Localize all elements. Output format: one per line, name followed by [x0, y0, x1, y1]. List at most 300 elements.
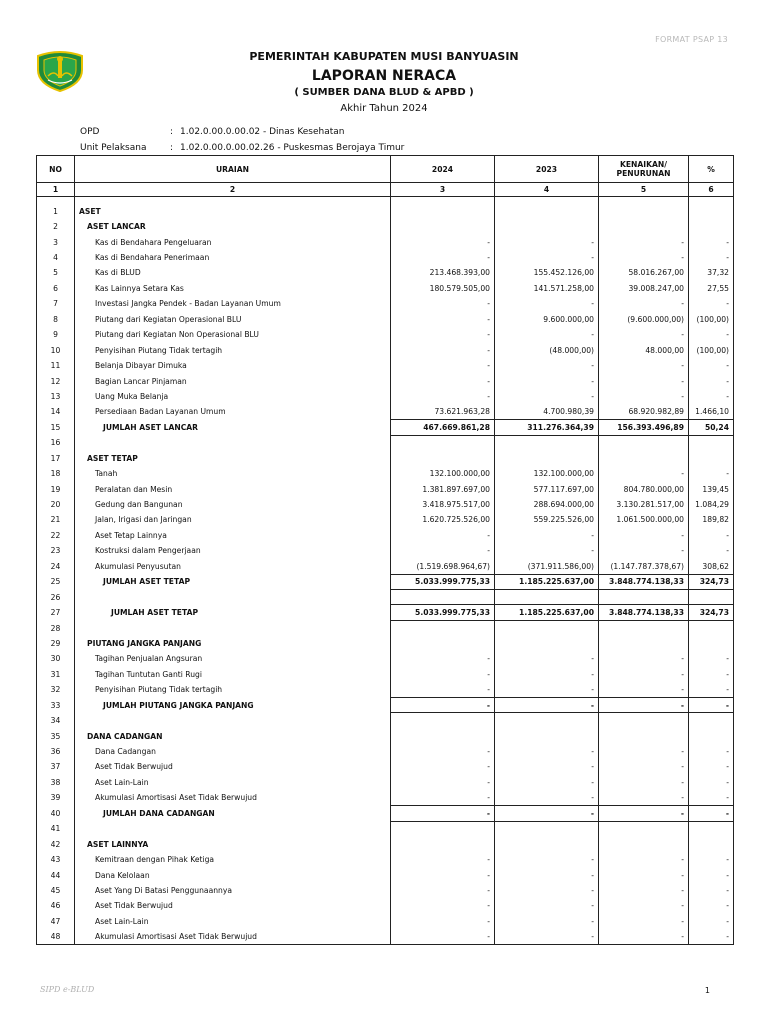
row-description: Gedung dan Bangunan: [75, 497, 391, 512]
col-index: 3: [391, 183, 495, 197]
value-2024: -: [391, 744, 495, 759]
table-row: [37, 497, 734, 512]
value-2024: [391, 713, 495, 728]
row-description: Belanja Dibayar Dimuka: [75, 358, 391, 373]
value-change: -: [599, 929, 689, 944]
value-percent: -: [689, 852, 734, 867]
row-number: 48: [37, 929, 75, 944]
value-2023: [495, 219, 599, 234]
table-row: [37, 250, 734, 265]
value-2024: -: [391, 389, 495, 404]
col-index: 4: [495, 183, 599, 197]
value-2023: -: [495, 759, 599, 774]
value-2023: -: [495, 667, 599, 682]
value-change: -: [599, 327, 689, 342]
value-change: -: [599, 790, 689, 805]
row-description: Aset Tidak Berwujud: [75, 759, 391, 774]
value-change: -: [599, 466, 689, 481]
value-2023: -: [495, 234, 599, 249]
row-number: 36: [37, 744, 75, 759]
meta-unit: [80, 140, 404, 156]
table-header-row: [37, 156, 734, 183]
report-title: LAPORAN NERACA: [311, 68, 457, 84]
report-header: [0, 50, 768, 114]
row-number: 40: [37, 806, 75, 821]
table-row: [37, 682, 734, 697]
col-index: 6: [689, 183, 734, 197]
table-row: [37, 589, 734, 604]
row-description: Piutang dari Kegiatan Operasional BLU: [75, 312, 391, 327]
value-2024: -: [391, 806, 495, 821]
value-2024: -: [391, 234, 495, 249]
value-percent: -: [689, 682, 734, 697]
row-number: 25: [37, 574, 75, 589]
row-number: 42: [37, 836, 75, 851]
value-percent: 324,73: [689, 605, 734, 620]
value-percent: -: [689, 790, 734, 805]
value-2023: -: [495, 867, 599, 882]
row-description: PIUTANG JANGKA PANJANG: [75, 636, 391, 651]
row-description: Bagian Lancar Pinjaman: [75, 373, 391, 388]
table-row: [37, 605, 734, 620]
value-2024: -: [391, 543, 495, 558]
row-description: Tagihan Tuntutan Ganti Rugi: [75, 667, 391, 682]
value-percent: 37,32: [689, 265, 734, 280]
value-2024: 1.620.725.526,00: [391, 512, 495, 527]
value-2023: (371.911.586,00): [495, 559, 599, 574]
row-number: 4: [37, 250, 75, 265]
row-description: Aset Lain-Lain: [75, 775, 391, 790]
value-change: -: [599, 543, 689, 558]
value-percent: -: [689, 296, 734, 311]
row-number: 2: [37, 219, 75, 234]
value-change: -: [599, 744, 689, 759]
table-row: [37, 929, 734, 944]
row-number: 16: [37, 435, 75, 450]
value-change: -: [599, 883, 689, 898]
row-description: Kas di BLUD: [75, 265, 391, 280]
value-change: 1.061.500.000,00: [599, 512, 689, 527]
value-percent: 308,62: [689, 559, 734, 574]
row-number: 12: [37, 373, 75, 388]
value-2024: -: [391, 914, 495, 929]
table-row: [37, 559, 734, 574]
table-row: [37, 867, 734, 882]
col-index: 1: [37, 183, 75, 197]
table-row: [37, 466, 734, 481]
value-percent: 50,24: [689, 420, 734, 435]
row-number: 34: [37, 713, 75, 728]
value-2024: 5.033.999.775,33: [391, 574, 495, 589]
value-percent: [689, 728, 734, 743]
value-change: [599, 821, 689, 836]
value-2023: -: [495, 698, 599, 713]
table-row: [37, 373, 734, 388]
row-description: Investasi Jangka Pendek - Badan Layanan Umum: [75, 296, 391, 311]
row-description: Uang Muka Belanja: [75, 389, 391, 404]
row-description: JUMLAH DANA CADANGAN: [75, 806, 391, 821]
table-row: [37, 219, 734, 234]
value-percent: [689, 636, 734, 651]
value-2023: 141.571.258,00: [495, 281, 599, 296]
unit-value: 1.02.0.00.0.00.02.26 - Puskesmas Berojaya Timur: [180, 143, 405, 153]
value-2023: [495, 620, 599, 635]
value-percent: -: [689, 759, 734, 774]
row-description: Kostruksi dalam Pengerjaan: [75, 543, 391, 558]
value-change: [599, 451, 689, 466]
value-change: -: [599, 667, 689, 682]
table-row: [37, 883, 734, 898]
value-2023: 155.452.126,00: [495, 265, 599, 280]
value-2024: (1.519.698.964,67): [391, 559, 495, 574]
value-percent: 1.466,10: [689, 404, 734, 419]
row-number: 26: [37, 589, 75, 604]
value-percent: [689, 836, 734, 851]
value-2023: [495, 589, 599, 604]
row-number: 37: [37, 759, 75, 774]
row-number: 20: [37, 497, 75, 512]
value-percent: [689, 451, 734, 466]
value-percent: -: [689, 250, 734, 265]
table-row: [37, 744, 734, 759]
value-percent: -: [689, 698, 734, 713]
value-2023: [495, 636, 599, 651]
row-description: Aset Tetap Lainnya: [75, 528, 391, 543]
row-number: 43: [37, 852, 75, 867]
row-description: Kas Lainnya Setara Kas: [75, 281, 391, 296]
row-number: 11: [37, 358, 75, 373]
value-percent: [689, 435, 734, 450]
value-2023: -: [495, 543, 599, 558]
row-number: 29: [37, 636, 75, 651]
value-2024: [391, 204, 495, 219]
row-description: Kas di Bendahara Penerimaan: [75, 250, 391, 265]
value-percent: -: [689, 867, 734, 882]
value-change: 58.016.267,00: [599, 265, 689, 280]
table-row: [37, 775, 734, 790]
row-number: 21: [37, 512, 75, 527]
value-2024: -: [391, 373, 495, 388]
row-description: Piutang dari Kegiatan Non Operasional BLU: [75, 327, 391, 342]
table-row: [37, 713, 734, 728]
table-row: [37, 790, 734, 805]
row-description: [75, 620, 391, 635]
value-change: -: [599, 759, 689, 774]
value-change: -: [599, 852, 689, 867]
row-number: 17: [37, 451, 75, 466]
value-percent: -: [689, 651, 734, 666]
row-description: Akumulasi Amortisasi Aset Tidak Berwujud: [75, 929, 391, 944]
table-row: [37, 806, 734, 821]
value-2023: -: [495, 250, 599, 265]
table-row: [37, 543, 734, 558]
value-percent: -: [689, 528, 734, 543]
row-number: 23: [37, 543, 75, 558]
row-description: Persediaan Badan Layanan Umum: [75, 404, 391, 419]
report-subtitle: ( SUMBER DANA BLUD & APBD ): [294, 87, 474, 98]
row-number: 28: [37, 620, 75, 635]
row-number: 18: [37, 466, 75, 481]
row-description: [75, 713, 391, 728]
value-percent: [689, 204, 734, 219]
row-description: ASET LAINNYA: [75, 836, 391, 851]
row-number: 9: [37, 327, 75, 342]
value-2024: -: [391, 867, 495, 882]
table-row: [37, 852, 734, 867]
row-description: ASET LANCAR: [75, 219, 391, 234]
table-row: [37, 451, 734, 466]
row-number: 35: [37, 728, 75, 743]
value-2024: -: [391, 528, 495, 543]
row-description: [75, 589, 391, 604]
value-2023: 1.185.225.637,00: [495, 574, 599, 589]
row-description: [75, 435, 391, 450]
value-change: [599, 713, 689, 728]
table-row: [37, 234, 734, 249]
opd-colon: :: [170, 127, 174, 137]
value-percent: -: [689, 929, 734, 944]
value-2023: 9.600.000,00: [495, 312, 599, 327]
value-change: 804.780.000,00: [599, 481, 689, 496]
value-change: 3.130.281.517,00: [599, 497, 689, 512]
value-2023: -: [495, 528, 599, 543]
value-2024: 5.033.999.775,33: [391, 605, 495, 620]
table-row: [37, 759, 734, 774]
row-description: DANA CADANGAN: [75, 728, 391, 743]
opd-value: 1.02.0.00.0.00.02 - Dinas Kesehatan: [180, 127, 345, 137]
col-pct-header: %: [689, 156, 734, 183]
table-row: [37, 265, 734, 280]
row-description: Akumulasi Penyusutan: [75, 559, 391, 574]
row-description: Kemitraan dengan Pihak Ketiga: [75, 852, 391, 867]
value-percent: 139,45: [689, 481, 734, 496]
value-percent: -: [689, 744, 734, 759]
table-row: [37, 574, 734, 589]
value-2024: 213.468.393,00: [391, 265, 495, 280]
value-2023: [495, 728, 599, 743]
value-change: [599, 636, 689, 651]
table-row: [37, 296, 734, 311]
value-2024: 180.579.505,00: [391, 281, 495, 296]
row-description: Aset Yang Di Batasi Penggunaannya: [75, 883, 391, 898]
value-change: -: [599, 775, 689, 790]
value-2023: -: [495, 373, 599, 388]
value-2024: [391, 451, 495, 466]
value-2023: -: [495, 358, 599, 373]
value-2024: [391, 620, 495, 635]
row-number: 15: [37, 420, 75, 435]
table-row: [37, 836, 734, 851]
value-change: -: [599, 389, 689, 404]
row-description: Dana Kelolaan: [75, 867, 391, 882]
value-percent: -: [689, 914, 734, 929]
row-description: JUMLAH ASET TETAP: [75, 605, 391, 620]
value-2023: 288.694.000,00: [495, 497, 599, 512]
table-row: [37, 342, 734, 357]
col-2024-header: 2024: [391, 156, 495, 183]
value-2023: -: [495, 898, 599, 913]
row-number: 32: [37, 682, 75, 697]
value-change: [599, 728, 689, 743]
col-index: 5: [599, 183, 689, 197]
value-2024: -: [391, 929, 495, 944]
value-percent: [689, 219, 734, 234]
value-2023: [495, 821, 599, 836]
value-2023: -: [495, 914, 599, 929]
row-number: 31: [37, 667, 75, 682]
value-2024: [391, 219, 495, 234]
value-2024: -: [391, 682, 495, 697]
value-change: (9.600.000,00): [599, 312, 689, 327]
table-row: [37, 481, 734, 496]
value-change: 68.920.982,89: [599, 404, 689, 419]
table-row: [37, 898, 734, 913]
row-number: 38: [37, 775, 75, 790]
value-percent: -: [689, 358, 734, 373]
row-description: Jalan, Irigasi dan Jaringan: [75, 512, 391, 527]
row-description: Peralatan dan Mesin: [75, 481, 391, 496]
row-number: 41: [37, 821, 75, 836]
value-2023: [495, 435, 599, 450]
value-2024: [391, 728, 495, 743]
value-2024: -: [391, 759, 495, 774]
value-2024: [391, 836, 495, 851]
value-2023: -: [495, 296, 599, 311]
value-percent: 324,73: [689, 574, 734, 589]
government-name: PEMERINTAH KABUPATEN MUSI BANYUASIN: [249, 50, 519, 63]
value-2024: 1.381.897.697,00: [391, 481, 495, 496]
value-2023: 4.700.980,39: [495, 404, 599, 419]
row-description: Tanah: [75, 466, 391, 481]
value-2024: [391, 821, 495, 836]
value-percent: -: [689, 883, 734, 898]
value-2024: -: [391, 358, 495, 373]
value-change: -: [599, 373, 689, 388]
value-2024: -: [391, 698, 495, 713]
row-number: 39: [37, 790, 75, 805]
value-percent: -: [689, 543, 734, 558]
value-2024: -: [391, 296, 495, 311]
value-2023: -: [495, 883, 599, 898]
value-change: -: [599, 682, 689, 697]
table-row: [37, 312, 734, 327]
row-number: 19: [37, 481, 75, 496]
row-description: Aset Tidak Berwujud: [75, 898, 391, 913]
value-2023: 311.276.364,39: [495, 420, 599, 435]
table-row: [37, 636, 734, 651]
value-percent: 1.084,29: [689, 497, 734, 512]
value-2023: -: [495, 327, 599, 342]
value-2024: -: [391, 327, 495, 342]
table-row: [37, 281, 734, 296]
value-percent: -: [689, 775, 734, 790]
table-row: [37, 420, 734, 435]
table-row: [37, 327, 734, 342]
value-2024: -: [391, 342, 495, 357]
value-2023: 577.117.697,00: [495, 481, 599, 496]
value-2023: -: [495, 389, 599, 404]
value-percent: (100,00): [689, 342, 734, 357]
value-percent: -: [689, 466, 734, 481]
unit-label: Unit Pelaksana: [80, 143, 147, 153]
value-2024: 132.100.000,00: [391, 466, 495, 481]
value-change: 3.848.774.138,33: [599, 574, 689, 589]
value-2024: -: [391, 898, 495, 913]
value-change: 39.008.247,00: [599, 281, 689, 296]
value-change: -: [599, 898, 689, 913]
value-change: -: [599, 651, 689, 666]
value-percent: (100,00): [689, 312, 734, 327]
row-number: 3: [37, 234, 75, 249]
value-2023: [495, 713, 599, 728]
row-description: Tagihan Penjualan Angsuran: [75, 651, 391, 666]
value-2023: -: [495, 682, 599, 697]
col-change-line1: KENAIKAN/: [619, 160, 668, 169]
row-description: JUMLAH PIUTANG JANGKA PANJANG: [75, 698, 391, 713]
value-2024: -: [391, 651, 495, 666]
report-period: Akhir Tahun 2024: [340, 103, 428, 114]
value-2024: [391, 435, 495, 450]
table-row: [37, 204, 734, 219]
row-description: JUMLAH ASET LANCAR: [75, 420, 391, 435]
value-change: -: [599, 358, 689, 373]
table-row: [37, 528, 734, 543]
value-2023: -: [495, 775, 599, 790]
value-2024: 73.621.963,28: [391, 404, 495, 419]
value-change: -: [599, 698, 689, 713]
row-number: 24: [37, 559, 75, 574]
row-description: [75, 821, 391, 836]
table-row: [37, 651, 734, 666]
row-number: 45: [37, 883, 75, 898]
col-2023-header: 2023: [495, 156, 599, 183]
row-description: Dana Cadangan: [75, 744, 391, 759]
table-body: [37, 197, 734, 945]
value-change: -: [599, 914, 689, 929]
table-row: [37, 821, 734, 836]
value-change: -: [599, 528, 689, 543]
row-description: Penyisihan Piutang Tidak tertagih: [75, 342, 391, 357]
meta-opd: [80, 124, 404, 140]
col-change-line2: PENURUNAN: [616, 169, 671, 178]
row-description: Aset Lain-Lain: [75, 914, 391, 929]
row-description: Kas di Bendahara Pengeluaran: [75, 234, 391, 249]
value-2024: 467.669.861,28: [391, 420, 495, 435]
value-2023: -: [495, 929, 599, 944]
opd-label: OPD: [80, 127, 100, 137]
value-percent: [689, 713, 734, 728]
table-row: [37, 389, 734, 404]
value-change: [599, 204, 689, 219]
row-number: 6: [37, 281, 75, 296]
table-row: [37, 435, 734, 450]
table-row: [37, 914, 734, 929]
value-change: [599, 589, 689, 604]
unit-colon: :: [170, 143, 174, 153]
value-change: 48.000,00: [599, 342, 689, 357]
value-2024: 3.418.975.517,00: [391, 497, 495, 512]
value-percent: 189,82: [689, 512, 734, 527]
col-change-header: [599, 156, 689, 183]
value-change: [599, 435, 689, 450]
row-description: ASET: [75, 204, 391, 219]
footer-app-name: SIPD e-BLUD: [40, 985, 95, 994]
value-2023: -: [495, 744, 599, 759]
value-2023: [495, 836, 599, 851]
table-row: [37, 698, 734, 713]
value-2023: -: [495, 806, 599, 821]
value-2023: [495, 451, 599, 466]
